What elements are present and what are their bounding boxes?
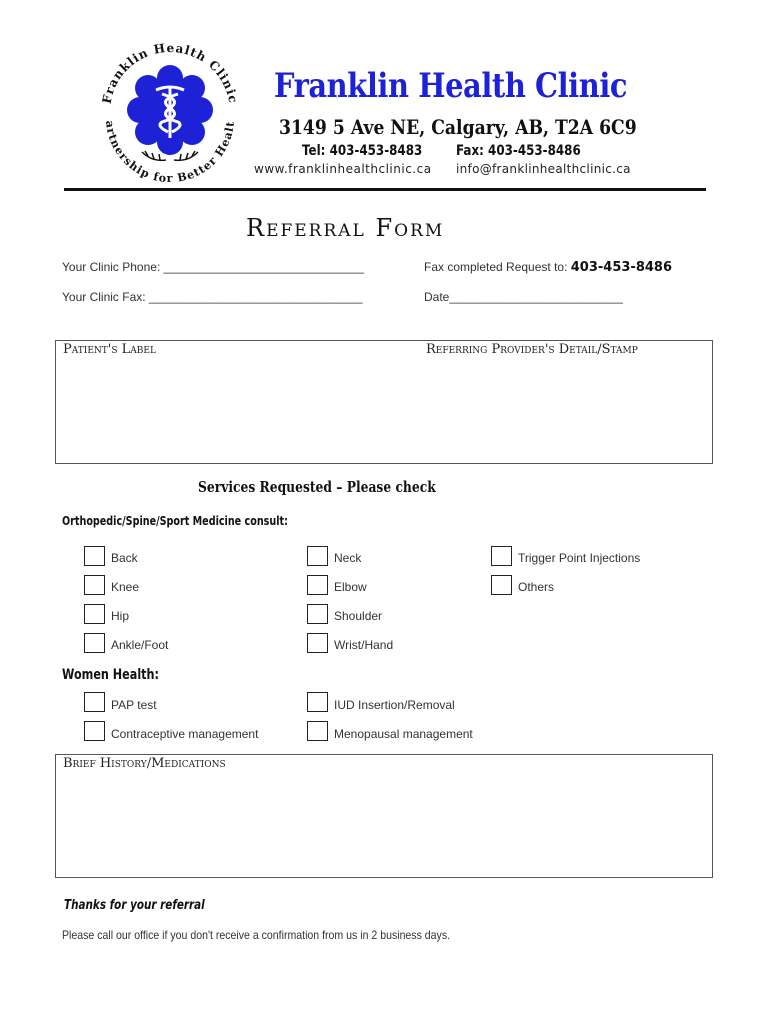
- checkbox-contraceptive[interactable]: [84, 721, 105, 741]
- patient-provider-box[interactable]: [55, 340, 713, 464]
- clinic-fax-field[interactable]: Your Clinic Fax: ________________________________: [62, 290, 363, 304]
- checkbox-iud[interactable]: [307, 692, 328, 712]
- history-label: Brief History/Medications: [63, 756, 226, 771]
- header-divider: [64, 188, 706, 191]
- checkbox-label-contraceptive: Contraceptive management: [111, 727, 259, 741]
- checkbox-trigger-point[interactable]: [491, 546, 512, 566]
- history-box[interactable]: [55, 754, 713, 878]
- checkbox-neck[interactable]: [307, 546, 328, 566]
- clinic-email[interactable]: info@franklinhealthclinic.ca: [456, 162, 631, 176]
- checkbox-label-ankle-foot: Ankle/Foot: [111, 638, 169, 652]
- checkbox-label-iud: IUD Insertion/Removal: [334, 698, 455, 712]
- checkbox-back[interactable]: [84, 546, 105, 566]
- thanks-text: Thanks for your referral: [64, 898, 205, 913]
- checkbox-label-wrist-hand: Wrist/Hand: [334, 638, 394, 652]
- provider-label: Referring Provider's Detail/Stamp: [426, 342, 638, 357]
- form-title: Referral Form: [246, 214, 445, 242]
- clinic-logo: [92, 34, 248, 190]
- clinic-address: 3149 5 Ave NE, Calgary, AB, T2A 6C9: [279, 115, 637, 139]
- date-field[interactable]: Date__________________________: [424, 290, 623, 304]
- checkbox-label-menopausal: Menopausal management: [334, 727, 473, 741]
- confirmation-note: Please call our office if you don't receive a confirmation from us in 2 business days.: [62, 928, 451, 942]
- checkbox-shoulder[interactable]: [307, 604, 328, 624]
- checkbox-label-trigger-point: Trigger Point Injections: [518, 551, 641, 565]
- clinic-tel: Tel: 403-453-8483: [302, 143, 423, 159]
- checkbox-elbow[interactable]: [307, 575, 328, 595]
- logo-ring-bottom-text: artnership for Better Healt: [102, 119, 237, 186]
- checkbox-label-back: Back: [111, 551, 138, 565]
- women-heading: Women Health:: [62, 667, 159, 683]
- checkbox-ankle-foot[interactable]: [84, 633, 105, 653]
- checkbox-knee[interactable]: [84, 575, 105, 595]
- clinic-name: Franklin Health Clinic: [274, 66, 628, 106]
- checkbox-others[interactable]: [491, 575, 512, 595]
- checkbox-wrist-hand[interactable]: [307, 633, 328, 653]
- checkbox-label-hip: Hip: [111, 609, 130, 623]
- clinic-website[interactable]: www.franklinhealthclinic.ca: [254, 162, 432, 176]
- services-heading: Services Requested – Please check: [198, 478, 436, 496]
- fax-request-number: 403-453-8486: [570, 260, 672, 275]
- clinic-fax: Fax: 403-453-8486: [456, 143, 581, 159]
- patient-label: Patient's Label: [63, 342, 156, 357]
- checkbox-label-pap-test: PAP test: [111, 698, 157, 712]
- checkbox-pap-test[interactable]: [84, 692, 105, 712]
- logo-ring-top-text: Franklin Health Clinic: [99, 40, 241, 105]
- checkbox-menopausal[interactable]: [307, 721, 328, 741]
- checkbox-label-knee: Knee: [111, 580, 140, 594]
- logo-emblem-icon: [92, 34, 248, 190]
- ortho-heading: Orthopedic/Spine/Sport Medicine consult:: [62, 514, 288, 528]
- checkbox-label-neck: Neck: [334, 551, 362, 565]
- fax-request-line: [424, 260, 672, 275]
- checkbox-label-elbow: Elbow: [334, 580, 367, 594]
- fax-request-label: Fax completed Request to:: [424, 260, 571, 274]
- clinic-phone-field[interactable]: Your Clinic Phone: ______________________________: [62, 260, 364, 274]
- checkbox-label-shoulder: Shoulder: [334, 609, 383, 623]
- checkbox-hip[interactable]: [84, 604, 105, 624]
- checkbox-label-others: Others: [518, 580, 555, 594]
